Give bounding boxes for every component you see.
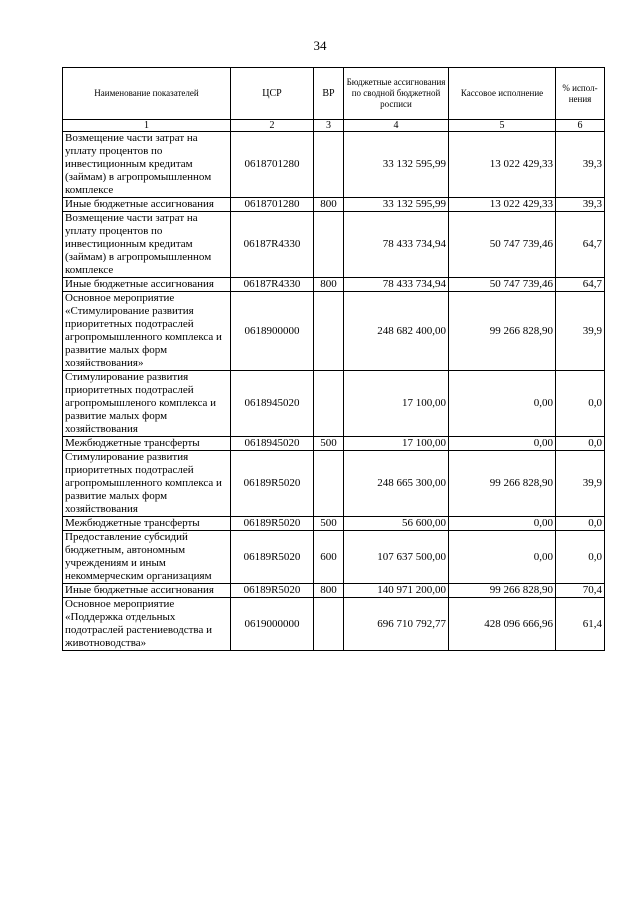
row-cash-cell: 99 266 828,90: [449, 292, 556, 371]
row-cash-cell: 50 747 739,46: [449, 278, 556, 292]
column-number: 5: [449, 120, 556, 132]
row-vr-cell: [314, 598, 344, 651]
row-vr-cell: 500: [314, 517, 344, 531]
header-csr: ЦСР: [231, 68, 314, 120]
row-name-cell: Иные бюджетные ассигнования: [63, 198, 231, 212]
header-vr: ВР: [314, 68, 344, 120]
row-percent-cell: 39,9: [556, 451, 605, 517]
row-csr-cell: 06189R5020: [231, 584, 314, 598]
row-name-cell: Стимулирование развития приоритетных подотраслей агропромышленного комплекса и развитие малых форм хозяйствования: [63, 451, 231, 517]
row-cash-cell: 13 022 429,33: [449, 198, 556, 212]
row-cash-cell: 0,00: [449, 437, 556, 451]
table-row: [63, 198, 605, 212]
table-row: [63, 437, 605, 451]
row-cash-cell: 0,00: [449, 531, 556, 584]
row-percent-cell: 0,0: [556, 371, 605, 437]
header-row: [63, 68, 605, 120]
row-name-cell: Стимулирование развития приоритетных подотраслей агропромышленого комплекса и развитие малых форм хозяйствования: [63, 371, 231, 437]
row-cash-cell: 0,00: [449, 517, 556, 531]
row-csr-cell: 0618945020: [231, 437, 314, 451]
row-csr-cell: 06187R4330: [231, 212, 314, 278]
row-name-cell: Иные бюджетные ассигнования: [63, 584, 231, 598]
table-row: [63, 517, 605, 531]
row-assignments-cell: 696 710 792,77: [344, 598, 449, 651]
header-cash: Кассовое исполнение: [449, 68, 556, 120]
row-name-cell: Межбюджетные трансферты: [63, 437, 231, 451]
row-vr-cell: [314, 451, 344, 517]
table-row: [63, 292, 605, 371]
row-assignments-cell: 140 971 200,00: [344, 584, 449, 598]
row-percent-cell: 0,0: [556, 517, 605, 531]
table-row: [63, 278, 605, 292]
table-row: [63, 132, 605, 198]
row-name-cell: Основное мероприятие «Поддержка отдельных подотраслей растениеводства и животноводства»: [63, 598, 231, 651]
row-csr-cell: 0619000000: [231, 598, 314, 651]
table-row: [63, 531, 605, 584]
row-percent-cell: 39,3: [556, 132, 605, 198]
row-name-cell: Возмещение части затрат на уплату процентов по инвестиционным кредитам (займам) в агропромышленном комплексе: [63, 132, 231, 198]
column-numbers-row: [63, 120, 605, 132]
table-row: [63, 584, 605, 598]
row-assignments-cell: 33 132 595,99: [344, 198, 449, 212]
row-percent-cell: 0,0: [556, 437, 605, 451]
row-csr-cell: 0618701280: [231, 132, 314, 198]
column-number: 4: [344, 120, 449, 132]
row-name-cell: Возмещение части затрат на уплату процентов по инвестиционным кредитам (займам) в агропромышленном комплексе: [63, 212, 231, 278]
row-assignments-cell: 17 100,00: [344, 371, 449, 437]
row-percent-cell: 39,3: [556, 198, 605, 212]
page-number: 34: [313, 38, 327, 53]
row-cash-cell: 13 022 429,33: [449, 132, 556, 198]
column-number: 3: [314, 120, 344, 132]
column-number: 2: [231, 120, 314, 132]
row-vr-cell: 500: [314, 437, 344, 451]
row-percent-cell: 64,7: [556, 278, 605, 292]
row-percent-cell: 70,4: [556, 584, 605, 598]
row-vr-cell: [314, 292, 344, 371]
row-assignments-cell: 78 433 734,94: [344, 278, 449, 292]
row-assignments-cell: 17 100,00: [344, 437, 449, 451]
column-number: 6: [556, 120, 605, 132]
row-vr-cell: [314, 371, 344, 437]
row-cash-cell: 99 266 828,90: [449, 451, 556, 517]
row-vr-cell: [314, 132, 344, 198]
row-csr-cell: 06189R5020: [231, 531, 314, 584]
table-row: [63, 598, 605, 651]
row-cash-cell: 0,00: [449, 371, 556, 437]
row-csr-cell: 0618900000: [231, 292, 314, 371]
row-assignments-cell: 78 433 734,94: [344, 212, 449, 278]
header-percent: % испол-нения: [556, 68, 605, 120]
row-cash-cell: 428 096 666,96: [449, 598, 556, 651]
row-csr-cell: 06189R5020: [231, 517, 314, 531]
row-assignments-cell: 33 132 595,99: [344, 132, 449, 198]
row-assignments-cell: 248 682 400,00: [344, 292, 449, 371]
row-vr-cell: 800: [314, 278, 344, 292]
row-cash-cell: 99 266 828,90: [449, 584, 556, 598]
row-percent-cell: 0,0: [556, 531, 605, 584]
row-csr-cell: 06189R5020: [231, 451, 314, 517]
row-csr-cell: 06187R4330: [231, 278, 314, 292]
row-vr-cell: 800: [314, 584, 344, 598]
row-vr-cell: 800: [314, 198, 344, 212]
budget-execution-table: [62, 67, 605, 651]
table-row: [63, 451, 605, 517]
row-assignments-cell: 56 600,00: [344, 517, 449, 531]
row-name-cell: Межбюджетные трансферты: [63, 517, 231, 531]
row-vr-cell: 600: [314, 531, 344, 584]
row-assignments-cell: 248 665 300,00: [344, 451, 449, 517]
row-csr-cell: 0618701280: [231, 198, 314, 212]
row-vr-cell: [314, 212, 344, 278]
row-percent-cell: 39,9: [556, 292, 605, 371]
row-cash-cell: 50 747 739,46: [449, 212, 556, 278]
row-percent-cell: 61,4: [556, 598, 605, 651]
row-name-cell: Основное мероприятие «Стимулирование развития приоритетных подотраслей агропромышленного комплекса и развитие малых форм хозяйствования»: [63, 292, 231, 371]
table-row: [63, 212, 605, 278]
row-name-cell: Иные бюджетные ассигнования: [63, 278, 231, 292]
row-name-cell: Предоставление субсидий бюджетным, автономным учреждениям и иным некоммерческим организациям: [63, 531, 231, 584]
row-csr-cell: 0618945020: [231, 371, 314, 437]
row-assignments-cell: 107 637 500,00: [344, 531, 449, 584]
header-assignments: Бюджетные ассигнования по сводной бюджетной росписи: [344, 68, 449, 120]
header-name: Наименование показателей: [63, 68, 231, 120]
row-percent-cell: 64,7: [556, 212, 605, 278]
column-number: 1: [63, 120, 231, 132]
table-row: [63, 371, 605, 437]
